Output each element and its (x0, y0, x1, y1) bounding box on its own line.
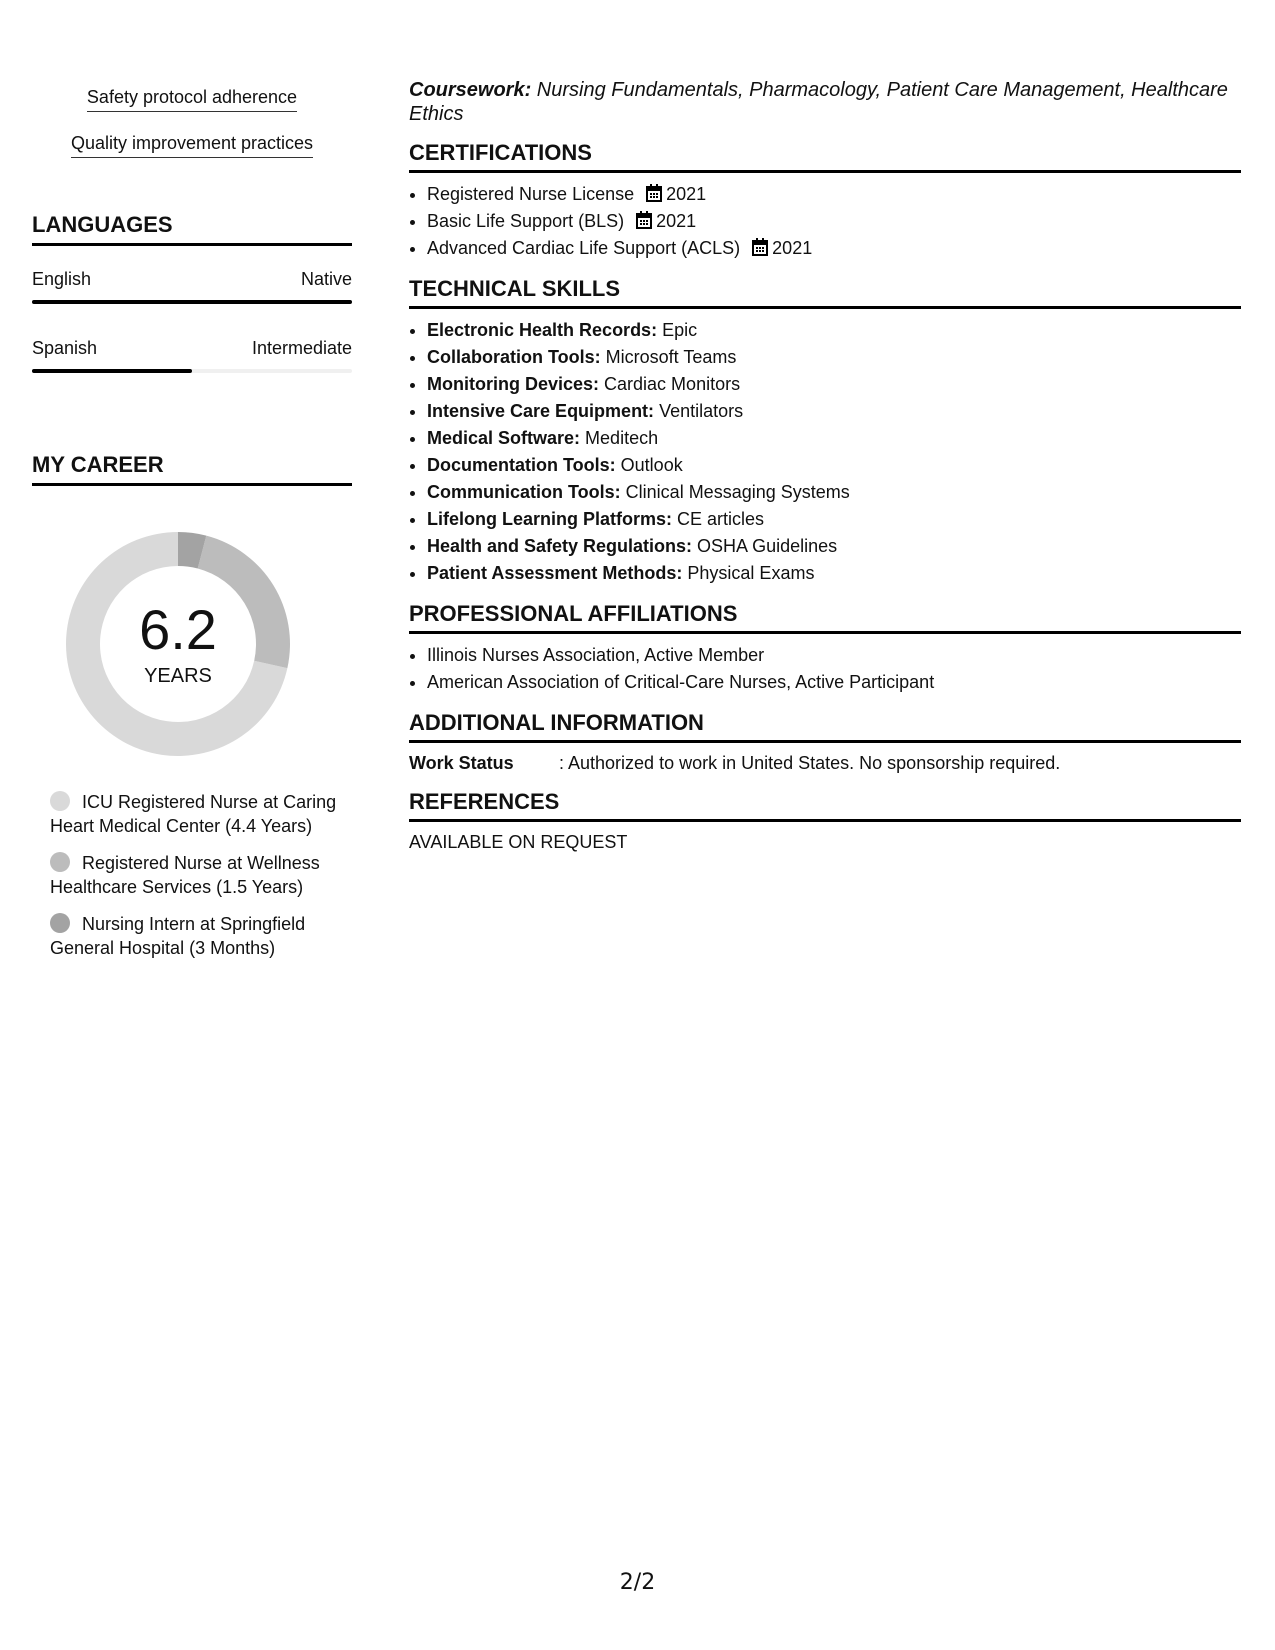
certification-year: 2021 (656, 211, 697, 231)
skill-label: Monitoring Devices: (427, 374, 600, 394)
certification-name: Advanced Cardiac Life Support (ACLS) (427, 238, 741, 258)
skill-label: Health and Safety Regulations: (427, 536, 693, 556)
strength-label: Safety protocol adherence (87, 86, 297, 112)
language-row-spanish (32, 337, 352, 359)
skill-item (427, 425, 1241, 452)
language-name: English (32, 269, 92, 289)
skill-value: CE articles (672, 509, 765, 529)
strength-item (32, 86, 352, 112)
skill-item (427, 506, 1241, 533)
career-legend-item (50, 912, 340, 960)
language-row-english (32, 268, 352, 290)
language-bar-spanish (32, 369, 352, 373)
career-legend-label: ICU Registered Nurse at Caring Heart Medical Center (4.4 Years) (50, 792, 337, 836)
skill-label: Patient Assessment Methods: (427, 563, 683, 583)
coursework-text: Nursing Fundamentals, Pharmacology, Patient Care Management, Healthcare Ethics (409, 79, 1228, 125)
skill-item (427, 371, 1241, 398)
page-number: 2/2 (619, 1570, 656, 1595)
skill-value: Cardiac Monitors (599, 374, 741, 394)
legend-dot (50, 913, 70, 933)
certification-name: Registered Nurse License (427, 184, 635, 204)
language-level: Intermediate (251, 338, 352, 358)
skill-value: Microsoft Teams (600, 347, 737, 367)
references-text: AVAILABLE ON REQUEST (409, 832, 628, 852)
certification-item (427, 208, 1241, 235)
certification-item (427, 235, 1241, 262)
strength-item (32, 132, 352, 158)
career-legend-item (50, 851, 340, 899)
career-legend-label: Registered Nurse at Wellness Healthcare Services (1.5 Years) (50, 853, 320, 897)
legend-dot (50, 852, 70, 872)
references-heading: REFERENCES (409, 789, 1241, 822)
career-total-unit: YEARS (144, 665, 212, 687)
legend-dot (50, 791, 70, 811)
skill-value: Outlook (615, 455, 683, 475)
certification-item (427, 181, 1241, 208)
calendar-icon (752, 238, 768, 256)
career-total (66, 532, 290, 756)
language-level: Native (300, 269, 352, 289)
skill-item (427, 560, 1241, 587)
calendar-icon (646, 184, 662, 202)
skill-item (427, 533, 1241, 560)
certification-year: 2021 (666, 184, 707, 204)
skill-item (427, 479, 1241, 506)
work-status-row (409, 751, 1241, 775)
skill-label: Lifelong Learning Platforms: (427, 509, 673, 529)
skill-value: Physical Exams (682, 563, 815, 583)
skill-label: Collaboration Tools: (427, 347, 601, 367)
certification-name: Basic Life Support (BLS) (427, 211, 625, 231)
certifications-list (409, 181, 1241, 262)
skill-value: Epic (657, 320, 698, 340)
strengths-list (32, 86, 352, 178)
languages-heading: LANGUAGES (32, 212, 352, 246)
skill-value: Clinical Messaging Systems (620, 482, 850, 502)
technical-skills-heading: TECHNICAL SKILLS (409, 276, 1241, 309)
skill-value: OSHA Guidelines (692, 536, 838, 556)
skill-value: Meditech (580, 428, 659, 448)
skill-label: Documentation Tools: (427, 455, 616, 475)
skill-label: Intensive Care Equipment: (427, 401, 655, 421)
work-status-value: : Authorized to work in United States. No sponsorship required. (559, 753, 1061, 773)
skill-label: Communication Tools: (427, 482, 621, 502)
language-name: Spanish (32, 338, 98, 358)
skill-item (427, 344, 1241, 371)
career-heading: MY CAREER (32, 452, 352, 486)
career-total-value: 6.2 (139, 598, 217, 661)
career-legend (50, 790, 340, 973)
language-bar-english (32, 300, 352, 304)
skill-item (427, 317, 1241, 344)
skill-label: Medical Software: (427, 428, 581, 448)
strength-label: Quality improvement practices (71, 132, 313, 158)
additional-info-heading: ADDITIONAL INFORMATION (409, 710, 1241, 743)
skill-value: Ventilators (654, 401, 744, 421)
language-bar-fill (32, 369, 192, 373)
affiliations-list (409, 642, 1241, 696)
career-legend-item (50, 790, 340, 838)
affiliation-item: • Illinois Nurses Association, Active Member (427, 642, 1241, 669)
right-column (409, 78, 1241, 854)
affiliations-heading: PROFESSIONAL AFFILIATIONS (409, 601, 1241, 634)
technical-skills-list (409, 317, 1241, 587)
work-status-label: Work Status (409, 753, 514, 773)
skill-label: Electronic Health Records: (427, 320, 658, 340)
language-bar-fill (32, 300, 352, 304)
career-legend-label: Nursing Intern at Springfield General Hospital (3 Months) (50, 914, 306, 958)
skill-item (427, 398, 1241, 425)
skill-item (427, 452, 1241, 479)
certification-year: 2021 (772, 238, 813, 258)
coursework (409, 78, 1241, 126)
affiliation-item: • American Association of Critical-Care Nurses, Active Participant (427, 669, 1241, 696)
calendar-icon (636, 211, 652, 229)
coursework-label: Coursework: (409, 79, 532, 101)
certifications-heading: CERTIFICATIONS (409, 140, 1241, 173)
